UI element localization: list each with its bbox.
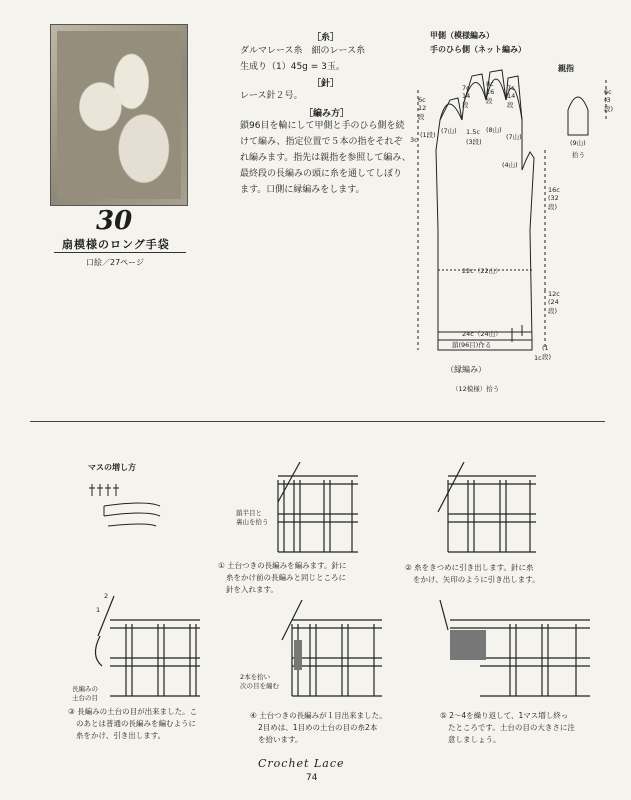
yarn-line-1: ダルマレース糸 細のレース糸 xyxy=(240,46,366,56)
dim-label: (8山) xyxy=(486,126,502,134)
dim-label: 6c (3段) xyxy=(604,88,614,113)
dim-label: 7c 14段 xyxy=(507,84,516,109)
dim-label: (7山) xyxy=(506,133,522,141)
edging-pick-label: （12模様）拾う xyxy=(452,385,500,393)
step4-note: 2本を拾い xyxy=(240,673,271,681)
method-line: れ編みます。指先は親指を参照して編み、 xyxy=(240,153,411,163)
back-side-label: 甲側（模様編み） xyxy=(430,31,494,40)
palm-side-label: 手のひら側（ネット編み） xyxy=(430,45,526,54)
step4-caption: 2目めは、1目めの土台の目の糸2本 xyxy=(258,723,378,732)
step3-caption: ③ 長編みの土台の目が出来ました。こ xyxy=(68,707,198,716)
dim-label: 3c xyxy=(410,136,418,144)
edging-label: （縁編み） xyxy=(446,365,486,374)
step1-note: 裏山を拾う xyxy=(236,518,269,526)
hook-line: レース針２号。 xyxy=(240,91,303,101)
dim-label: 16c (32段) xyxy=(548,186,560,211)
dim-label: 24c（24山） xyxy=(462,330,502,338)
step3-arrow-label: 2 xyxy=(104,592,109,600)
step1-caption: 針を入れます。 xyxy=(226,585,278,594)
step1-caption: 糸をかけ前の長編みと同じところに xyxy=(226,573,346,582)
book-title: Crochet Lace xyxy=(258,757,345,770)
step5-illustration xyxy=(430,600,590,700)
step5-caption: ⑤ 2～4を繰り返して、1マス増し終っ xyxy=(440,711,569,720)
step2-illustration xyxy=(418,462,538,560)
method-line: ます。口側に縁編みをします。 xyxy=(240,185,365,195)
step5-caption: たところです。土台の目の大きさに注 xyxy=(448,723,575,732)
step1-caption: ① 土台つきの長編みを編みます。針に xyxy=(218,561,347,570)
dim-label: 22c（22山） xyxy=(462,267,502,275)
dim-label: 1.5c xyxy=(466,128,480,136)
pattern-number: 30 xyxy=(96,206,133,236)
method-heading: ［編み方］ xyxy=(304,109,350,119)
dim-label: 拾う xyxy=(572,151,585,159)
step3-note: 長編みの xyxy=(72,685,98,693)
method-line: 最終段の長編みの頭に糸を通してしぼり xyxy=(240,169,403,179)
thumb-label: 親指 xyxy=(558,64,574,73)
dim-label: 8c 16段 xyxy=(486,80,495,105)
step3-arrow-label: 1 xyxy=(96,606,101,614)
section-divider xyxy=(30,421,605,422)
step4-illustration xyxy=(262,600,382,700)
dim-label: 7c 14段 xyxy=(462,84,471,109)
step2-caption: をかけ、矢印のように引き出します。 xyxy=(413,575,540,584)
dim-label: (1段) xyxy=(420,131,436,139)
dim-label: (9山) xyxy=(570,139,586,147)
dim-label: (3段) xyxy=(466,138,482,146)
yarn-heading: ［糸］ xyxy=(312,33,340,43)
page-number: 74 xyxy=(306,773,318,783)
method-line: 鎖96目を輪にして甲側と手のひら側を続 xyxy=(240,121,405,131)
glove-diagram xyxy=(410,60,630,410)
dim-label: (4山) xyxy=(502,161,518,169)
dim-label: (7山) xyxy=(441,127,457,135)
pattern-title: 扇模様のロング手袋 xyxy=(62,238,170,251)
symbol-chart xyxy=(86,476,176,536)
dim-label: (1段) xyxy=(542,344,552,361)
title-rule xyxy=(54,252,186,253)
step4-note: 次の目を編む xyxy=(240,682,279,690)
chain-start-label: 鎖(96目)作る xyxy=(452,341,492,349)
dim-label: 6c 12段 xyxy=(418,96,427,121)
step3-note: 土台の目 xyxy=(72,694,98,702)
step1-note: 鎖半目と xyxy=(236,509,262,517)
step3-caption: のあとは普通の長編みを編むように xyxy=(76,719,196,728)
steps-heading: マスの増し方 xyxy=(88,463,136,472)
dim-label: 1c xyxy=(534,354,542,362)
yarn-line-2: 生成り（1）45g = 3玉。 xyxy=(240,62,345,72)
hook-heading: ［針］ xyxy=(312,79,340,89)
step4-caption: ④ 土台つきの長編みが１目出来ました。 xyxy=(250,711,387,720)
step2-caption: ② 糸をきつめに引き出します。針に糸 xyxy=(405,563,534,572)
method-line: けて編み、指定位置で５本の指をそれぞ xyxy=(240,137,403,147)
dim-label: 12c (24段) xyxy=(548,290,560,315)
product-photo xyxy=(50,24,188,206)
step5-caption: 意しましょう。 xyxy=(448,735,501,744)
photo-reference: 口絵／27ページ xyxy=(86,258,145,267)
step3-caption: 糸をかけ、引き出します。 xyxy=(76,731,166,740)
step4-caption: を拾います。 xyxy=(258,735,303,744)
